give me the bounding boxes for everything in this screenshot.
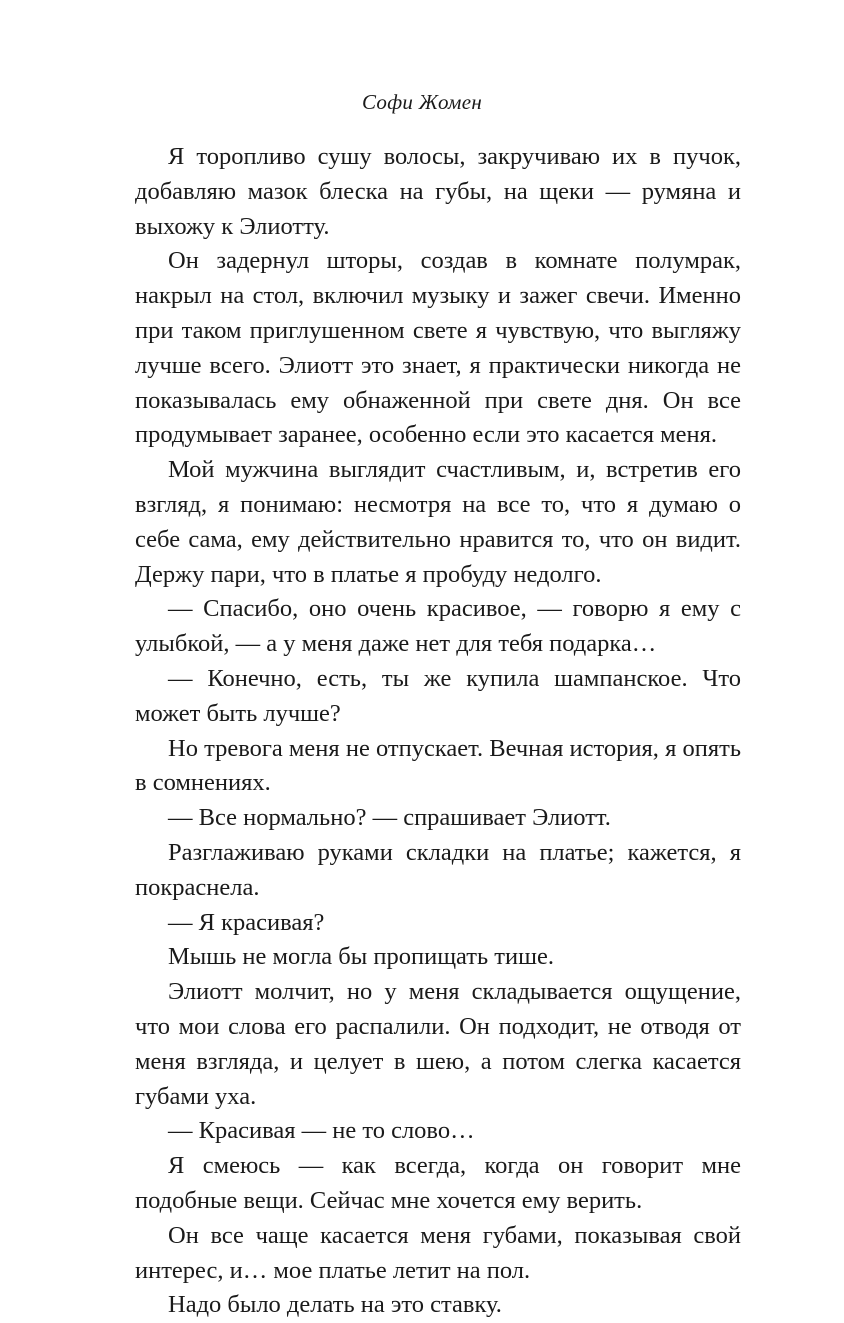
- body-text: [135, 140, 741, 1323]
- dialogue-line: — Спасибо, оно очень красивое, — говорю я ему с улыбкой, — а у меня даже нет для тебя подарка…: [135, 595, 741, 658]
- paragraph: Но тревога меня не отпускает. Вечная история, я опять в сомнениях.: [135, 734, 741, 797]
- paragraph: Я торопливо сушу волосы, закручиваю их в пучок, добавляю мазок блеска на губы, на щеки — румяна и выхожу к Элиотту.: [135, 143, 741, 240]
- dialogue-line: — Все нормально? — спрашивает Элиотт.: [168, 804, 611, 832]
- paragraph: Он задернул шторы, создав в комнате полумрак, накрыл на стол, включил музыку и зажег свечи. Именно при таком приглушенном свете я чувствую, что выгляжу лучше всего. Элиотт это знает, я практически никогда не показывалась ему обнаженной при свете дня. Он все продумывает заранее, особенно если это касается меня.: [135, 247, 741, 449]
- dialogue-line: — Красивая — не то слово…: [168, 1117, 475, 1145]
- paragraph: Разглаживаю руками складки на платье; кажется, я покраснела.: [135, 838, 741, 901]
- paragraph: Элиотт молчит, но у меня складывается ощущение, что мои слова его распалили. Он подходит, не отводя от меня взгляда, и целует в шею, а потом слегка касается губами уха.: [135, 978, 741, 1110]
- paragraph: Он все чаще касается меня губами, показывая свой интерес, и… мое платье летит на пол.: [135, 1221, 741, 1284]
- paragraph: Надо было делать на это ставку.: [168, 1291, 502, 1319]
- paragraph: Я смеюсь — как всегда, когда он говорит мне подобные вещи. Сейчас мне хочется ему верить.: [135, 1152, 741, 1214]
- paragraph: Мышь не могла бы пропищать тише.: [168, 943, 554, 971]
- dialogue-line: — Конечно, есть, ты же купила шампанское. Что может быть лучше?: [135, 664, 741, 727]
- running-head-author: Софи Жомен: [361, 90, 483, 114]
- paragraph: Мой мужчина выглядит счастливым, и, встретив его взгляд, я понимаю: несмотря на все то, что я думаю о себе сама, ему действительно нравится то, что он видит. Держу пари, что в платье я пробуду недолго.: [135, 456, 741, 588]
- dialogue-line: — Я красивая?: [168, 908, 325, 936]
